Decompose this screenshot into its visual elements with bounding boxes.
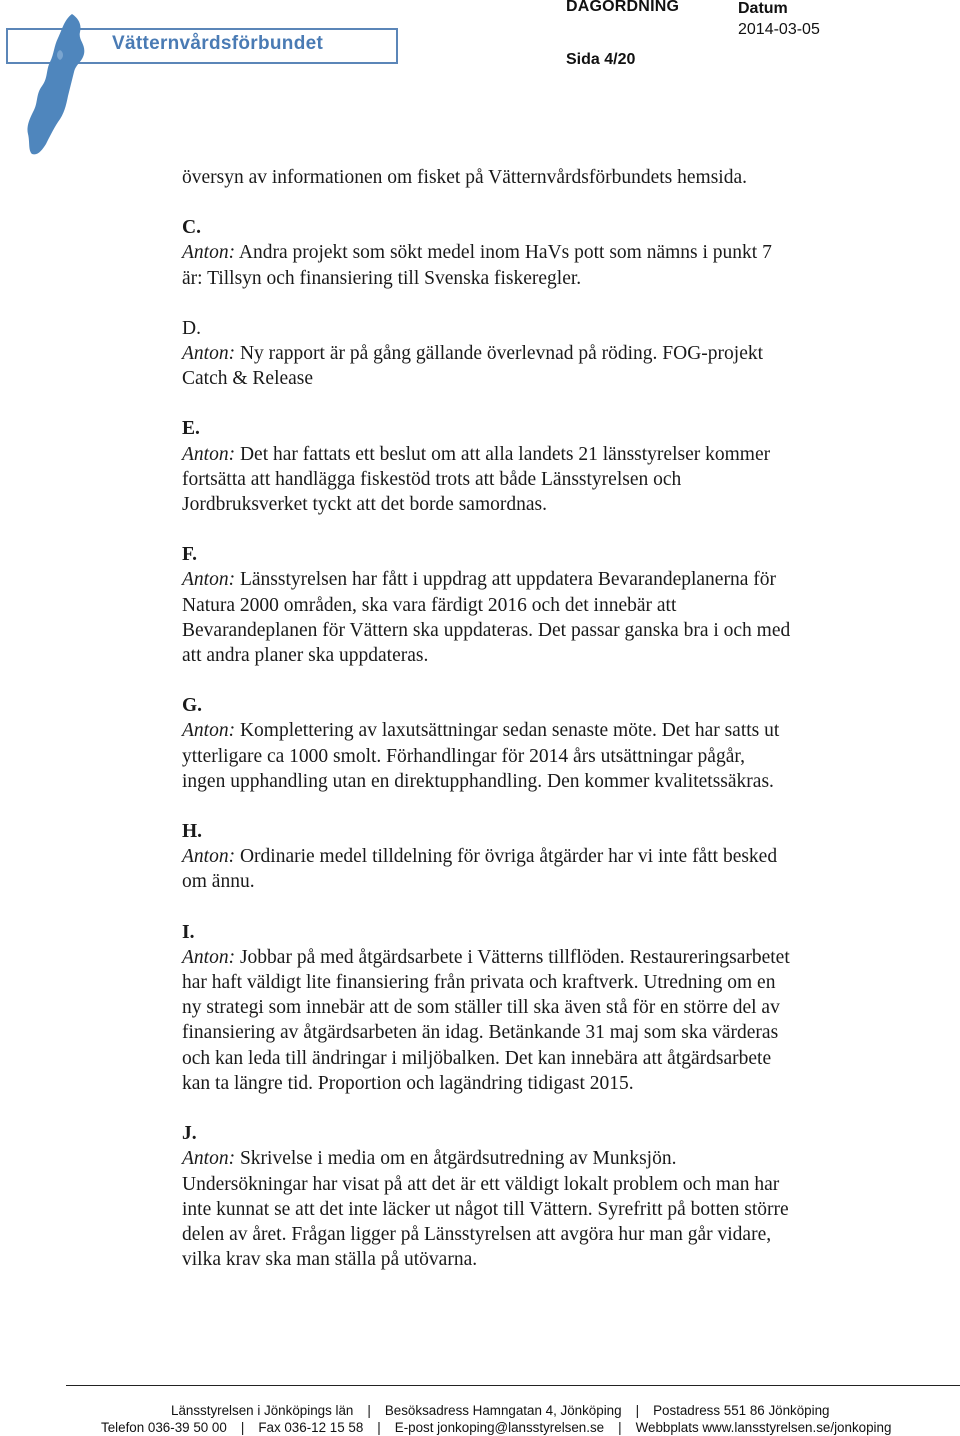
item-paragraph-e [182,442,792,518]
item-heading-g: G. [182,695,203,717]
item-heading-f: F. [182,544,197,566]
item-text: Skrivelse i media om en åtgärdsutredning av Munksjön. Undersökningar har visat på att det är ett väldigt lokalt problem och man har inte kunnat se att det inte läcker ut något till Vättern. Syrefritt på botten större delen av året. Frågan ligger på Länsstyrelsen att avgöra hur man går vidare, vilka krav ska man ställa på utövarna. [182,1148,789,1271]
footer-separator: | [240,1420,245,1435]
item-text: Ny rapport är på gång gällande överlevnad på röding. FOG-projekt Catch & Release [182,343,764,390]
footer-fax: Fax 036-12 15 58 [258,1420,364,1435]
date-value: 2014-03-05 [738,21,820,38]
item-paragraph-h [182,844,792,894]
speaker-name: Anton: [182,720,236,742]
speaker-name: Anton: [182,343,236,365]
footer-org: Länsstyrelsen i Jönköpings län [171,1403,354,1418]
logo-org-name: Vätternvårdsförbundet [112,33,324,54]
speaker-name: Anton: [182,242,236,264]
speaker-name: Anton: [182,1148,236,1170]
footer-divider [66,1385,960,1386]
footer-postal-address: Postadress 551 86 Jönköping [653,1403,830,1418]
item-paragraph-j [182,1146,792,1272]
footer-line-1 [0,1403,960,1418]
footer-email: E-post jonkoping@lansstyrelsen.se [394,1420,605,1435]
footer-website: Webbplats www.lansstyrelsen.se/jonkoping [635,1420,892,1435]
date-label: Datum [738,0,788,17]
footer-line-2 [0,1420,960,1435]
item-paragraph-c [182,240,792,290]
item-text: Länsstyrelsen har fått i uppdrag att uppdatera Bevarandeplanerna för Natura 2000 områden, ska vara färdigt 2016 och det innebär att Bevarandeplanen för Vättern ska uppdateras. Det passar ganska bra i och med att andra planer ska uppdateras. [182,569,791,667]
document-title: DAGORDNING [566,0,680,15]
page-number: Sida 4/20 [566,51,636,68]
footer-separator: | [635,1403,640,1418]
footer-visit-address: Besöksadress Hamngatan 4, Jönköping [384,1403,622,1418]
org-logo [0,0,410,165]
item-text: Jobbar på med åtgärdsarbete i Vätterns tillflöden. Restaureringsarbetet har haft väldigt lite finansiering från privata och kraftverk. Utredning om en ny strategi som innebär att de som ställer till ska även stå för en större del av finansiering av åtgärdsarbeten än idag. Betänkande 31 maj som ska värderas och kan leda till ändringar i miljöbalken. Det kan innebära att åtgärdsarbete kan ta längre tid. Proportion och lagändring tidigast 2015. [182,946,790,1094]
item-paragraph-g [182,718,792,794]
item-text: Andra projekt som sökt medel inom HaVs pott som nämns i punkt 7 är: Tillsyn och finansiering till Svenska fiskeregler. [182,242,772,289]
speaker-name: Anton: [182,946,236,968]
document-body [182,165,792,1272]
item-heading-h: H. [182,821,203,843]
item-heading-d: D. [182,317,201,339]
item-paragraph-f [182,567,792,668]
item-heading-i: I. [182,921,195,943]
speaker-name: Anton: [182,569,236,591]
speaker-name: Anton: [182,443,236,465]
item-heading-c: C. [182,217,201,239]
item-paragraph-d [182,341,792,391]
footer-separator: | [618,1420,622,1435]
footer-separator: | [367,1403,371,1418]
item-heading-j: J. [182,1123,197,1145]
footer-separator: | [377,1420,381,1435]
lake-vattern-icon [20,10,100,160]
item-heading-e: E. [182,418,200,440]
item-text: Komplettering av laxutsättningar sedan senaste möte. Det har satts ut ytterligare ca 1000 smolt. Förhandlingar för 2014 års utsättningar pågår, ingen upphandling utan en direktupphandling. Den kommer kvalitetssäkras. [182,720,780,792]
footer-phone: Telefon 036-39 50 00 [101,1420,227,1435]
item-text: Det har fattats ett beslut om att alla landets 21 länsstyrelser kommer fortsätta att handlägga fiskestöd trots att både Länsstyrelsen och Jordbruksverket tyckt att det borde samordnas. [182,443,771,516]
item-paragraph-i [182,945,792,1096]
intro-paragraph: översyn av informationen om fisket på Vätternvårdsförbundets hemsida. [182,167,747,188]
item-text: Ordinarie medel tilldelning för övriga åtgärder har vi inte fått besked om ännu. [182,846,778,893]
speaker-name: Anton: [182,846,236,868]
